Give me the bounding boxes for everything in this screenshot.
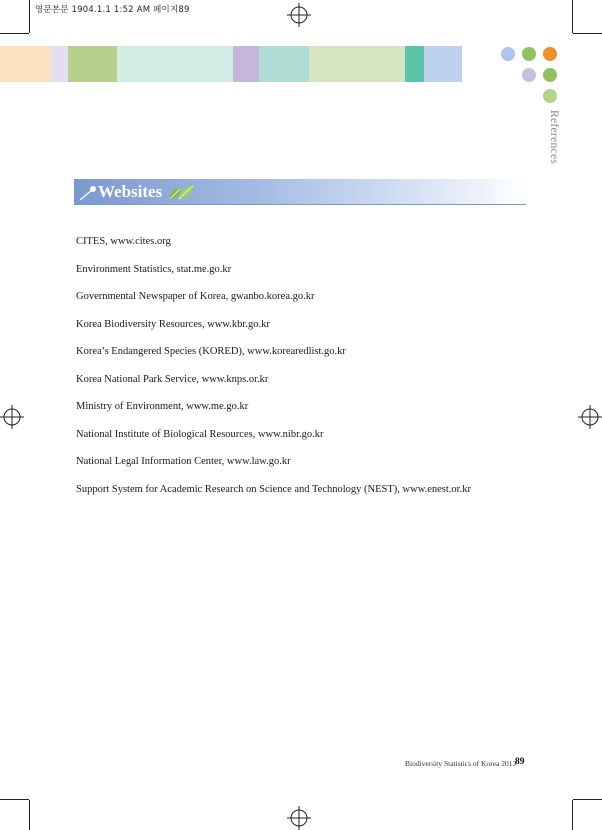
list-item: National Institute of Biological Resources, www.nibr.go.kr xyxy=(76,428,324,440)
list-item: National Legal Information Center, www.law.go.kr xyxy=(76,456,291,467)
page-number: 89 xyxy=(515,757,525,767)
leaf-icon xyxy=(167,182,195,202)
registration-mark-left xyxy=(0,405,24,429)
header-band-7 xyxy=(309,46,405,82)
crop-mark-tl-h xyxy=(0,33,29,34)
corner-dot-1 xyxy=(501,47,515,61)
corner-dot-5 xyxy=(543,68,557,82)
list-item: CITES, www.cites.org xyxy=(76,236,171,247)
corner-dot-2 xyxy=(522,47,536,61)
print-slug: 영문본문 1904.1.1 1:52 AM 페이지89 xyxy=(35,5,190,15)
list-item: Support System for Academic Research on Science and Technology (NEST), www.enest.or.kr xyxy=(76,483,471,495)
header-band-5 xyxy=(233,46,259,82)
corner-dot-4 xyxy=(522,68,536,82)
corner-dot-6 xyxy=(543,89,557,103)
crop-mark-tl-v xyxy=(29,0,30,33)
pin-icon xyxy=(78,184,98,202)
registration-mark-right xyxy=(578,405,602,429)
list-item: Korea’s Endangered Species (KORED), www.korearedlist.go.kr xyxy=(76,346,346,357)
section-title: Websites xyxy=(98,182,163,201)
list-item: Environment Statistics, stat.me.go.kr xyxy=(76,263,232,275)
section-header-underline xyxy=(74,204,526,205)
header-band-9 xyxy=(424,46,462,82)
crop-mark-br-h xyxy=(573,799,602,800)
crop-mark-br-v xyxy=(572,800,573,830)
crop-mark-bl-v xyxy=(29,800,30,830)
list-item: Ministry of Environment, www.me.go.kr xyxy=(76,401,249,412)
header-band-1 xyxy=(0,46,51,82)
header-band-2 xyxy=(51,46,68,82)
header-band-6 xyxy=(259,46,309,82)
crop-mark-tr-h xyxy=(573,33,602,34)
list-item: Korea National Park Service, www.knps.or.kr xyxy=(76,373,269,385)
crop-mark-bl-h xyxy=(0,799,29,800)
list-item: Governmental Newspaper of Korea, gwanbo.korea.go.kr xyxy=(76,291,315,302)
registration-mark-top xyxy=(287,3,311,27)
header-band-4 xyxy=(117,46,233,82)
websites-list xyxy=(76,235,471,510)
registration-mark-bottom xyxy=(287,806,311,830)
crop-mark-tr-v xyxy=(572,0,573,33)
list-item: Korea Biodiversity Resources, www.kbr.go.kr xyxy=(76,318,270,330)
header-band-3 xyxy=(68,46,117,82)
side-label-references: References xyxy=(548,110,560,165)
corner-dot-3 xyxy=(543,47,557,61)
header-band-8 xyxy=(405,46,424,82)
footer-publication: Biodiversity Statistics of Korea 2013 xyxy=(405,759,517,768)
